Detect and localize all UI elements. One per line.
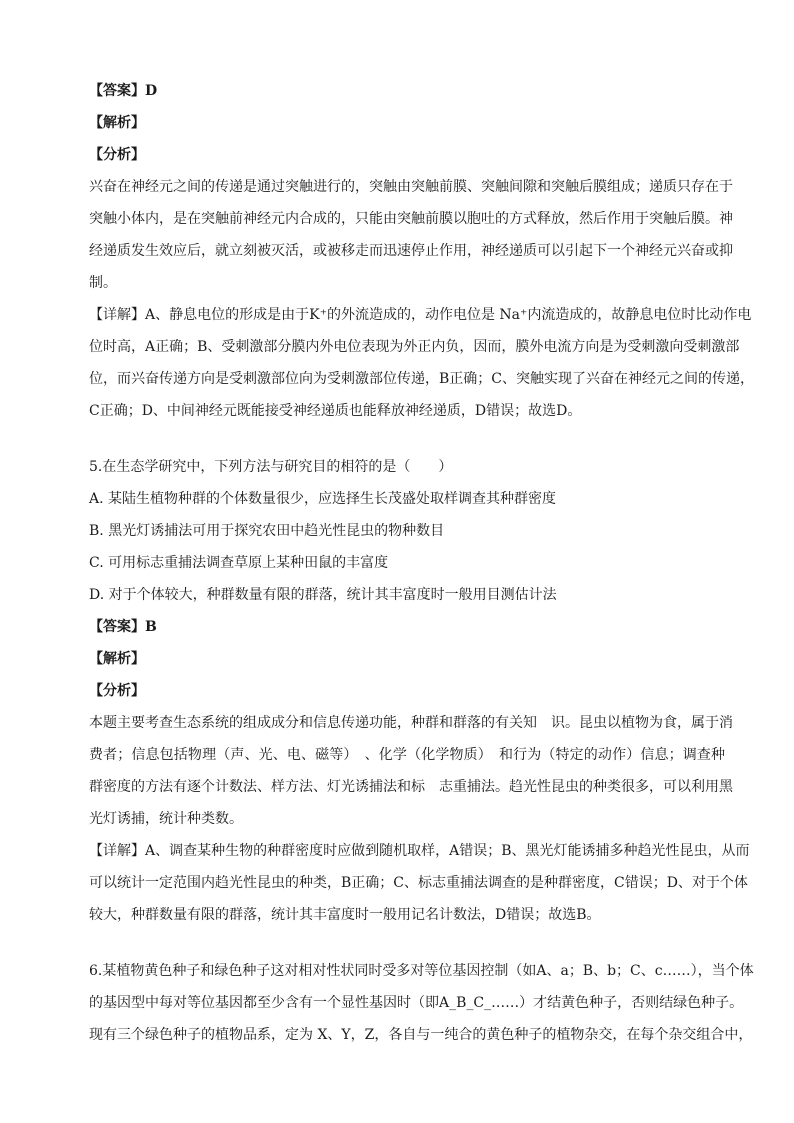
fenxi-line: 光灯诱捕，统计种类数。 — [89, 811, 243, 827]
fenxi-line: 费者；信息包括物理（声、光、电、磁等） 、化学（化学物质） 和行为（特定的动作）信息；调查种 — [89, 747, 725, 763]
fenxi-heading-q4: 【分析】 — [89, 147, 145, 163]
detail-line: 【详解】A、调查某种生物的种群密度时应做到随机取样，A错误；B、黑光灯能诱捕多种趋光性昆虫，从而 — [89, 843, 750, 859]
analysis-heading-q4: 【解析】 — [89, 115, 145, 131]
question-5-option-c: C. 可用标志重捕法调查草原上某种田鼠的丰富度 — [89, 555, 389, 571]
question-5-option-d: D. 对于个体较大，种群数量有限的群落，统计其丰富度时一般用目测估计法 — [89, 587, 557, 603]
detail-line: 位时高，A正确；B、受刺激部分膜内外电位表现为外正内负，因而，膜外电流方向是为受刺激向受刺激部 — [89, 339, 740, 355]
question-5-option-a: A. 某陆生植物种群的个体数量很少，应选择生长茂盛处取样调查其种群密度 — [89, 491, 557, 507]
detail-line: C正确；D、中间神经元既能接受神经递质也能释放神经递质，D错误；故选D。 — [89, 403, 582, 419]
analysis-heading-q5: 【解析】 — [89, 651, 145, 667]
question-6-line: 6.某植物黄色种子和绿色种子这对相对性状同时受多对等位基因控制（如A、a；B、b；C、c……），当个体 — [89, 963, 754, 979]
fenxi-line: 突触小体内，是在突触前神经元内合成的，只能由突触前膜以胞吐的方式释放，然后作用于突触后膜。神 — [89, 211, 733, 227]
detail-line: 【详解】A、静息电位的形成是由于K⁺的外流造成的，动作电位是 Na⁺内流造成的，故静息电位时比动作电 — [89, 307, 752, 323]
fenxi-line: 兴奋在神经元之间的传递是通过突触进行的，突触由突触前膜、突触间隙和突触后膜组成；递质只存在于 — [89, 179, 733, 195]
fenxi-line: 制。 — [89, 275, 117, 291]
fenxi-line: 经递质发生效应后，就立刻被灭活，或被移走而迅速停止作用，神经递质可以引起下一个神经元兴奋或抑 — [89, 243, 733, 259]
answer-label-q5: 【答案】B — [89, 619, 157, 635]
question-6-line: 现有三个绿色种子的植物品系，定为 X、Y，Z，各自与一纯合的黄色种子的植物杂交，在每个杂交组合中， — [89, 1027, 753, 1043]
detail-line: 位，而兴奋传递方向是受刺激部位向为受刺激部位传递，B正确；C、突触实现了兴奋在神经元之间的传递， — [89, 371, 754, 387]
fenxi-line: 本题主要考查生态系统的组成成分和信息传递功能，种群和群落的有关知 识。昆虫以植物为食，属于消 — [89, 715, 733, 731]
question-5-stem: 5.在生态学研究中，下列方法与研究目的相符的是（ ） — [89, 459, 453, 475]
question-5-option-b: B. 黑光灯诱捕法可用于探究农田中趋光性昆虫的物种数目 — [89, 523, 445, 539]
answer-label-q4: 【答案】D — [89, 83, 158, 99]
detail-line: 较大，种群数量有限的群落，统计其丰富度时一般用记名计数法，D错误；故选B。 — [89, 907, 601, 923]
fenxi-heading-q5: 【分析】 — [89, 683, 145, 699]
question-6-line: 的基因型中每对等位基因都至少含有一个显性基因时（即A_B_C_……）才结黄色种子，否则结绿色种子。 — [89, 995, 744, 1011]
fenxi-line: 群密度的方法有逐个计数法、样方法、灯光诱捕法和标 志重捕法。趋光性昆虫的种类很多，可以利用黑 — [89, 779, 733, 795]
detail-line: 可以统计一定范围内趋光性昆虫的种类，B正确；C、标志重捕法调查的是种群密度，C错误；D、对于个体 — [89, 875, 748, 891]
